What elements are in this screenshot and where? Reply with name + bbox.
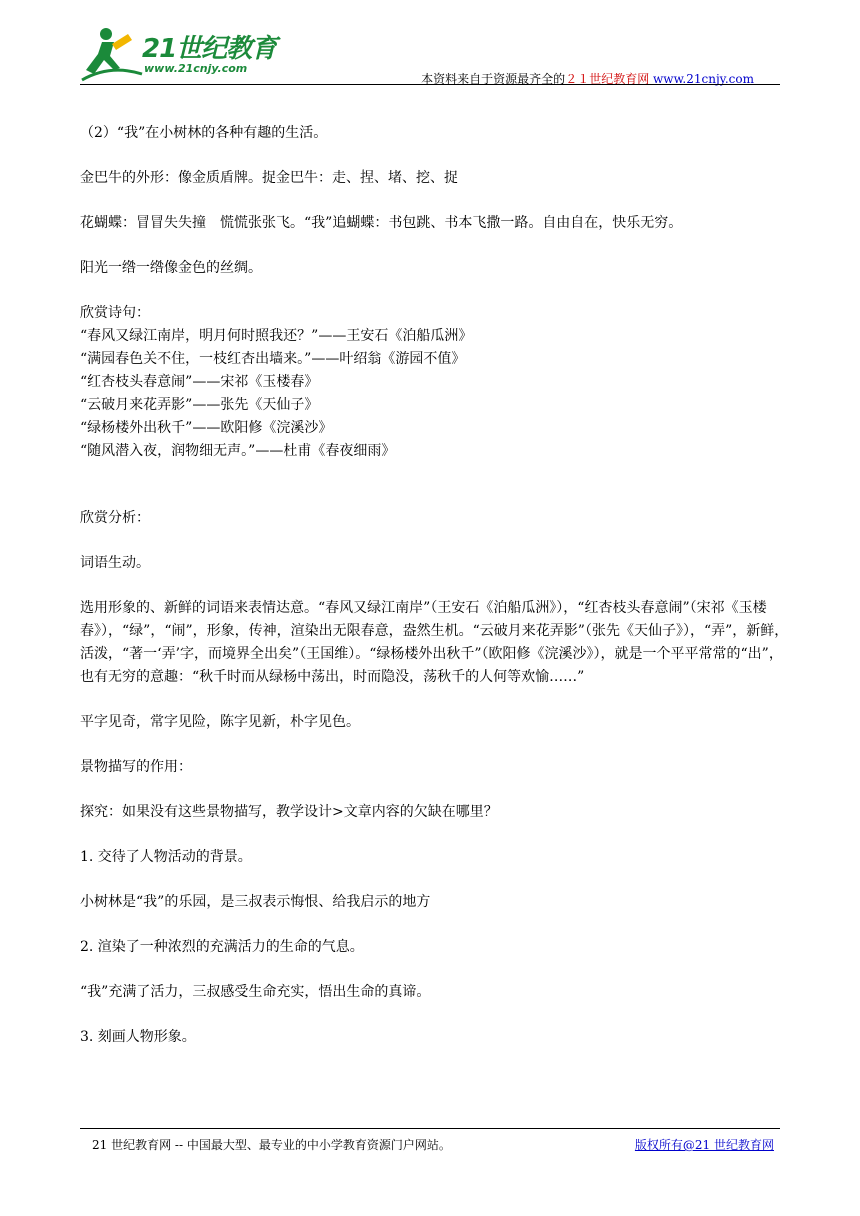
runner-logo-icon <box>80 24 144 82</box>
paragraph: 阳光一绺一绺像金色的丝绸。 <box>80 260 262 276</box>
paragraph: “我”充满了活力，三叔感受生命充实，悟出生命的真谛。 <box>80 984 431 1000</box>
paragraph: 词语生动。 <box>80 555 150 571</box>
poems-title: 欣赏诗句： <box>80 305 150 321</box>
logo-url: www.21cnjy.com <box>144 62 248 75</box>
poem-line: “春风又绿江南岸，明月何时照我还？”——王安石《泊船瓜洲》 <box>80 328 473 344</box>
paragraph: 1. 交待了人物活动的背景。 <box>80 849 252 865</box>
document-body <box>80 122 790 1049</box>
poem-line: “绿杨楼外出秋千”——欧阳修《浣溪沙》 <box>80 420 333 436</box>
paragraph: 平字见奇，常字见险，陈字见新，朴字见色。 <box>80 714 360 730</box>
paragraph: 景物描写的作用： <box>80 759 192 775</box>
footer-text: 21 世纪教育网 -- 中国最大型、最专业的中小学教育资源门户网站。 <box>92 1138 451 1152</box>
paragraph: 2. 渲染了一种浓烈的充满活力的生命的气息。 <box>80 939 364 955</box>
source-url[interactable]: www.21cnjy.com <box>653 72 754 86</box>
paragraph: 3. 刻画人物形象。 <box>80 1029 196 1045</box>
source-name: ２１世纪教育网 <box>565 72 650 86</box>
poem-line: “满园春色关不住，一枝红杏出墙来。”——叶绍翁《游园不值》 <box>80 351 466 367</box>
copyright-link[interactable]: 版权所有@21 世纪教育网 <box>634 1138 774 1152</box>
paragraph: 选用形象的、新鲜的词语来表情达意。“春风又绿江南岸”（王安石《泊船瓜洲》），“红杏枝头春意闹”（宋祁《玉楼春》），“绿”，“闹”，形象，传神，渲染出无限春意，盎然生机。“云破月来花弄影”（张先《天仙子》），“弄”，新鲜，活泼，“著一‘弄’字，而境界全出矣”（王国维）。“绿杨楼外出秋千”（欧阳修《浣溪沙》），就是一个平平常常的“出”，也有无穷的意趣：“秋千时而从绿杨中荡出，时而隐没，荡秋千的人何等欢愉……” <box>80 600 789 685</box>
analysis-title: 欣赏分析： <box>80 510 150 526</box>
paragraph: 小树林是“我”的乐园，是三叔表示悔恨、给我启示的地方 <box>80 894 431 910</box>
paragraph: 探究：如果没有这些景物描写，教学设计>文章内容的欠缺在哪里？ <box>80 804 498 820</box>
source-prefix: 本资料来自于资源最齐全的 <box>421 72 566 86</box>
paragraph: （2）“我”在小树林的各种有趣的生活。 <box>80 125 328 141</box>
paragraph: 花蝴蝶：冒冒失失撞 慌慌张张飞。“我”追蝴蝶：书包跳、书本飞撒一路。自由自在，快乐无穷。 <box>80 215 683 231</box>
header-divider <box>80 84 780 85</box>
poem-line: “云破月来花弄影”——张先《天仙子》 <box>80 397 319 413</box>
paragraph: 金巴牛的外形：像金质盾牌。捉金巴牛：走、捏、堵、挖、捉 <box>80 170 458 186</box>
logo-text: 21世纪教育 <box>142 34 277 64</box>
site-logo <box>80 24 280 82</box>
page-header <box>80 24 780 86</box>
poem-line: “红杏枝头春意闹”——宋祁《玉楼春》 <box>80 374 319 390</box>
poem-line: “随风潜入夜，润物细无声。”——杜甫《春夜细雨》 <box>80 443 396 459</box>
footer-divider <box>80 1128 780 1129</box>
